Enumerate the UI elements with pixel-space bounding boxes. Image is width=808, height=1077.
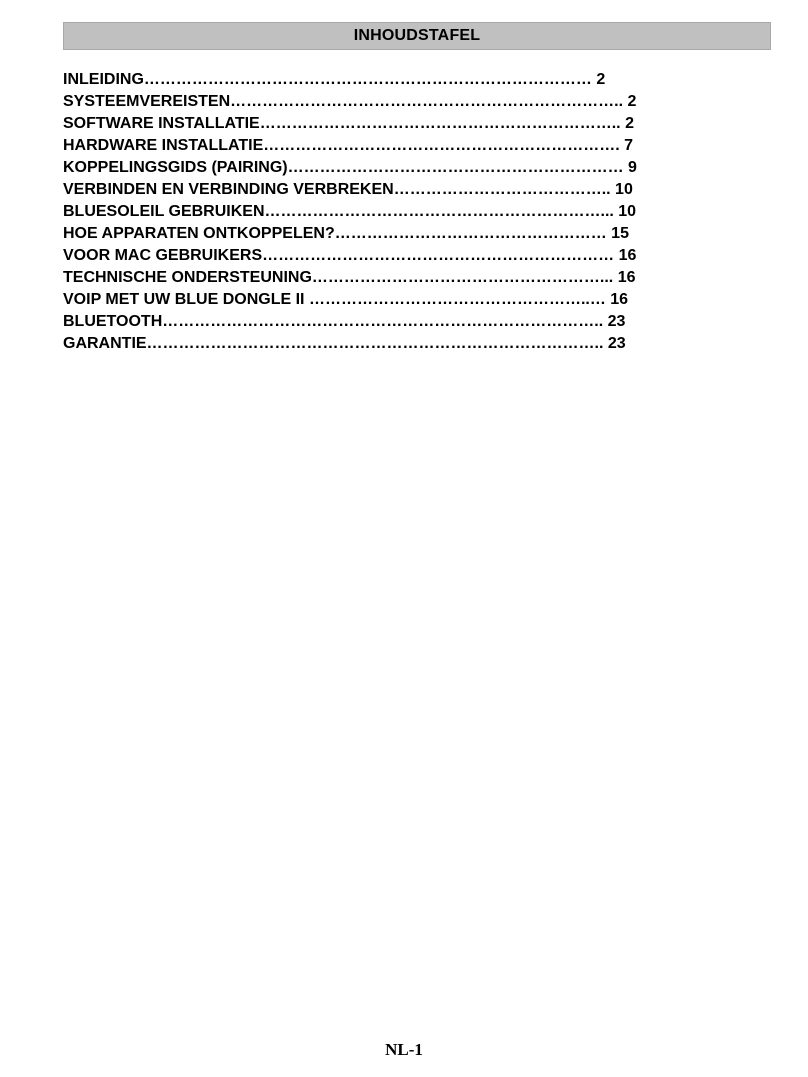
toc-entry-software-installatie[interactable] xyxy=(63,113,727,135)
toc-entry-verbinden[interactable] xyxy=(63,179,727,201)
toc-entry-technische-ondersteuning[interactable] xyxy=(63,267,727,289)
page-title: INHOUDSTAFEL xyxy=(353,27,481,44)
toc-entry-koppelingsgids[interactable] xyxy=(63,157,727,179)
toc-entry-hardware-installatie[interactable] xyxy=(63,135,727,157)
toc-link[interactable]: VOIP MET UW BLUE DONGLE II ……………………………………………..… 16 xyxy=(63,291,629,308)
toc-title-bar xyxy=(63,22,771,50)
toc-link[interactable]: HARDWARE INSTALLATIE…………………………………………………………. 7 xyxy=(63,137,634,154)
toc-link[interactable]: BLUETOOTH……………………………………………………………………….. 23 xyxy=(63,313,626,330)
toc-entry-ontkoppelen[interactable] xyxy=(63,223,727,245)
toc-entry-garantie[interactable] xyxy=(63,333,727,355)
toc-entry-mac-gebruikers[interactable] xyxy=(63,245,727,267)
toc-link[interactable]: KOPPELINGSGIDS (PAIRING)……………………………………………………… 9 xyxy=(63,159,637,176)
toc-entry-inleiding[interactable] xyxy=(63,69,727,91)
toc-entry-bluesoleil[interactable] xyxy=(63,201,727,223)
toc-link[interactable]: BLUESOLEIL GEBRUIKEN………………………………………………………... 10 xyxy=(63,203,637,220)
toc-link[interactable]: HOE APPARATEN ONTKOPPELEN?…………………………………………… 15 xyxy=(63,225,629,242)
toc-entry-systeemvereisten[interactable] xyxy=(63,91,727,113)
toc-link[interactable]: SOFTWARE INSTALLATIE………………………………………………………….. 2 xyxy=(63,115,634,132)
toc-entry-bluetooth[interactable] xyxy=(63,311,727,333)
toc-link[interactable]: VERBINDEN EN VERBINDING VERBREKEN………………………………….. 10 xyxy=(63,181,633,198)
toc-link[interactable]: TECHNISCHE ONDERSTEUNING………………………………………………... 16 xyxy=(63,269,636,286)
table-of-contents xyxy=(63,69,727,355)
toc-link[interactable]: INLEIDING………………………………………………………………………… 2 xyxy=(63,71,606,88)
toc-link[interactable]: GARANTIE………………………………………………………………………….. 23 xyxy=(63,335,626,352)
toc-entry-voip[interactable] xyxy=(63,289,727,311)
toc-link[interactable]: SYSTEEMVEREISTEN……………………………………………………………….. 2 xyxy=(63,93,637,110)
page-number: NL-1 xyxy=(385,1040,423,1059)
toc-link[interactable]: VOOR MAC GEBRUIKERS………………………………………………………… 16 xyxy=(63,247,637,264)
